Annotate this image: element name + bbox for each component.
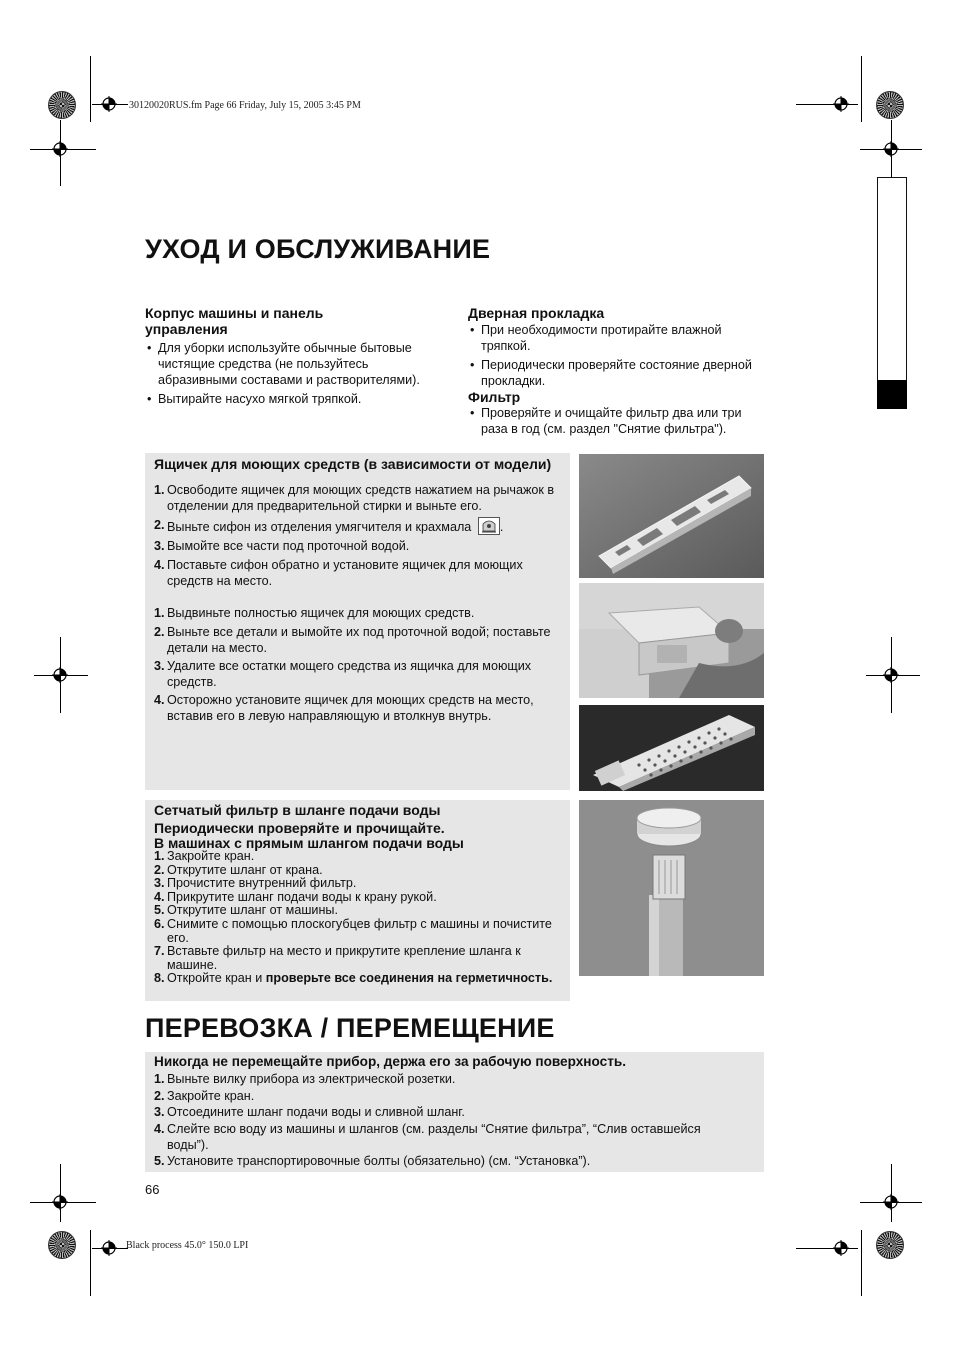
dispenser-step: 3. Вымойте все части под проточной водой. (154, 539, 410, 553)
printer-rosette-icon (876, 91, 904, 119)
door-seal-heading: Дверная прокладка (468, 305, 605, 321)
transport-content (154, 1054, 760, 1169)
dispenser-heading: Ящичек для моющих средств (в зависимости от модели) (154, 456, 552, 472)
door-seal-section (468, 305, 764, 440)
transport-title: ПЕРЕВОЗКА / ПЕРЕМЕЩЕНИЕ (145, 1013, 555, 1043)
registration-mark-icon (832, 95, 850, 113)
dispenser-step: 2. Выньте все детали и вымойте их под проточной водой; поставьте детали на место. (154, 625, 551, 655)
printer-rosette-icon (876, 1231, 904, 1259)
dispenser-insert-photo (579, 454, 764, 578)
hose-filter-subheading: В машинах с прямым шлангом подачи воды (154, 835, 464, 851)
section-tab (877, 177, 907, 382)
dispenser-grid-photo (579, 705, 764, 791)
housing-item: • Для уборки используйте обычные бытовые чистящие средства (не пользуйтесь абразивными составами и растворителями). (145, 340, 435, 388)
transport-step: 4. Слейте всю воду из машины и шлангов (см. разделы “Снятие фильтра”, “Слив оставшейся воды”). (154, 1121, 701, 1152)
transport-step: 3. Отсоедините шланг подачи воды и сливной шланг. (154, 1105, 465, 1119)
filter-heading: Фильтр (468, 389, 521, 405)
dispenser-step: 1. Выдвиньте полностью ящичек для моющих средств. (154, 606, 475, 620)
hose-filter-steps (154, 850, 566, 986)
hose-filter-content (154, 802, 566, 986)
dispenser-steps-b (154, 605, 564, 724)
housing-heading: Корпус машины и панель управления (145, 305, 324, 337)
transport-warning: Никогда не перемещайте прибор, держа его за рабочую поверхность. (154, 1054, 626, 1069)
siphon-icon (478, 517, 500, 535)
dispenser-step: 4. Осторожно установите ящичек для моющих средств на место, вставив его в левую направляющую и втолкнув внутрь. (154, 693, 534, 723)
registration-mark-icon (882, 666, 900, 684)
transport-step: 5. Установите транспортировочные болты (обязательно) (см. “Установка”). (154, 1154, 591, 1168)
registration-mark-icon (51, 140, 69, 158)
hose-filter-step: 7. Вставьте фильтр на место и прикрутите крепление шланга к машине. (154, 944, 521, 972)
housing-section (145, 305, 435, 410)
printer-rosette-icon (48, 91, 76, 119)
registration-mark-icon (882, 140, 900, 158)
transport-step: 2. Закройте кран. (154, 1088, 255, 1103)
door-seal-item: • При необходимости протирайте влажной тряпкой. (468, 322, 764, 354)
registration-mark-icon (51, 666, 69, 684)
hose-filter-photo (579, 800, 764, 976)
section-tab-marker (877, 380, 907, 409)
door-seal-item: • Периодически проверяйте состояние дверной прокладки. (468, 357, 764, 389)
dispenser-steps-a (154, 482, 564, 589)
registration-mark-icon (882, 1193, 900, 1211)
file-info: 30120020RUS.fm Page 66 Friday, July 15, 2005 3:45 PM (129, 100, 361, 111)
hose-filter-step: 5. Открутите шланг от машины. (154, 903, 338, 918)
process-info: Black process 45.0° 150.0 LPI (126, 1240, 249, 1251)
care-title: УХОД И ОБСЛУЖИВАНИЕ (145, 234, 491, 264)
hose-filter-step: 4. Прикрутите шланг подачи воды к крану рукой. (154, 889, 437, 904)
registration-mark-icon (100, 1239, 118, 1257)
registration-mark-icon (51, 1193, 69, 1211)
dispenser-step: 3. Удалите все остатки мощего средства из ящичка для моющих средств. (154, 659, 532, 689)
transport-step: 1. Выньте вилку прибора из электрической розетки. (154, 1072, 456, 1086)
hose-filter-step: 6. Снимите с помощью плоскогубцев фильтр с машины и почистите его. (154, 916, 552, 945)
dispenser-step: 2. Выньте сифон из отделения умягчителя и крахмала . (154, 518, 504, 534)
filter-item: • Проверяйте и очищайте фильтр два или три раза в год (см. раздел "Снятие фильтра"). (468, 405, 764, 437)
transport-steps (154, 1071, 760, 1169)
dispenser-step: 4. Поставьте сифон обратно и установите ящичек для моющих средств на место. (154, 558, 523, 588)
hose-filter-step: 2. Открутите шланг от крана. (154, 862, 323, 877)
registration-mark-icon (100, 95, 118, 113)
housing-item: • Вытирайте насухо мягкой тряпкой. (145, 391, 435, 407)
hose-filter-heading: Сетчатый фильтр в шланге подачи воды (154, 802, 441, 818)
dispenser-step: 1. Освободите ящичек для моющих средств нажатием на рычажок в отделении для предварительной стирки и выньте его. (154, 483, 555, 513)
dispenser-content (154, 456, 564, 724)
dispenser-drawer-photo (579, 583, 764, 698)
hose-filter-step: 1. Закройте кран. (154, 849, 255, 863)
hose-filter-step: 8. Откройте кран и проверьте все соединения на герметичность. (154, 971, 553, 986)
hose-filter-subheading: Периодически проверяйте и прочищайте. (154, 820, 445, 836)
printer-rosette-icon (48, 1231, 76, 1259)
registration-mark-icon (832, 1239, 850, 1257)
page-number: 66 (145, 1182, 160, 1197)
hose-filter-step: 3. Прочистите внутренний фильтр. (154, 876, 357, 891)
